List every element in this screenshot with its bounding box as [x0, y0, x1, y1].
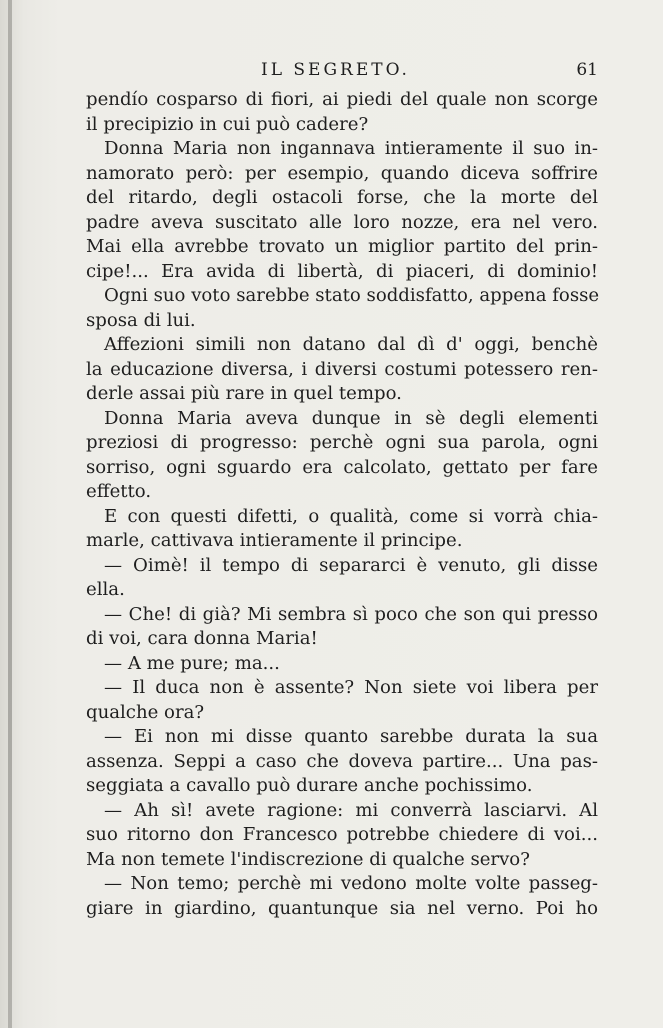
text-line: assenza. Seppi a caso che doveva partire... Una pas-	[86, 750, 598, 772]
text-line: ella.	[86, 579, 125, 600]
text-line: padre aveva suscitato alle loro nozze, era nel vero.	[86, 211, 598, 233]
text-line: qualche ora?	[86, 701, 205, 723]
page-number: 61	[576, 60, 598, 80]
text-line: Donna Maria aveva dunque in sè degli elementi	[104, 407, 598, 429]
text-line: marle, cattivava intieramente il principe.	[86, 530, 463, 551]
page-binding-edge	[8, 0, 12, 1028]
text-line: suo ritorno don Francesco potrebbe chiedere di voi...	[86, 824, 598, 845]
text-line: sorriso, ogni sguardo era calcolato, gettato per fare	[86, 456, 598, 478]
text-line: Ogni suo voto sarebbe stato soddisfatto, appena fosse	[104, 285, 600, 306]
text-line: di voi, cara donna Maria!	[86, 628, 318, 649]
text-line: Mai ella avrebbe trovato un miglior partito del prin-	[86, 236, 598, 257]
text-line: cipe!... Era avida di libertà, di piaceri, di dominio!	[86, 260, 598, 282]
text-line: sposa di lui.	[86, 309, 196, 331]
text-line: del ritardo, degli ostacoli forse, che la morte del	[86, 187, 598, 208]
text-line: Ma non temete l'indiscrezione di qualche servo?	[86, 848, 530, 870]
text-line: — Ei non mi disse quanto sarebbe durata la sua	[104, 726, 598, 747]
text-line: — A me pure; ma...	[104, 652, 280, 674]
text-line: seggiata a cavallo può durare anche pochissimo.	[86, 775, 533, 796]
text-line: E con questi difetti, o qualità, come si vorrà chia-	[104, 505, 598, 527]
text-line: giare in giardino, quantunque sia nel verno. Poi ho	[86, 897, 598, 919]
text-line: il precipizio in cui può cadere?	[86, 113, 369, 135]
text-line: — Il duca non è assente? Non siete voi libera per	[104, 677, 598, 698]
text-line: — Ah sì! avete ragione: mi converrà lasciarvi. Al	[104, 799, 598, 821]
text-line: derle assai più rare in quel tempo.	[86, 383, 402, 404]
text-line: effetto.	[86, 481, 152, 502]
text-line: — Che! di già? Mi sembra sì poco che son qui presso	[104, 603, 598, 625]
running-header	[86, 60, 598, 84]
text-line: namorato però: per esempio, quando diceva soffrire	[86, 162, 598, 184]
text-line: pendío cosparso di fiori, ai piedi del quale non scorge	[86, 89, 598, 110]
text-line: preziosi di progresso: perchè ogni sua parola, ogni	[86, 432, 598, 453]
running-title: IL SEGRETO.	[261, 60, 410, 80]
text-line: Donna Maria non ingannava intieramente il suo in-	[104, 138, 598, 159]
text-line: — Non temo; perchè mi vedono molte volte passeg-	[104, 873, 598, 894]
text-line: — Oimè! il tempo di separarci è venuto, gli disse	[104, 554, 598, 576]
text-line: la educazione diversa, i diversi costumi potessero ren-	[86, 358, 598, 380]
text-line: Affezioni simili non datano dal dì d' oggi, benchè	[104, 334, 598, 355]
body-text	[86, 88, 598, 921]
